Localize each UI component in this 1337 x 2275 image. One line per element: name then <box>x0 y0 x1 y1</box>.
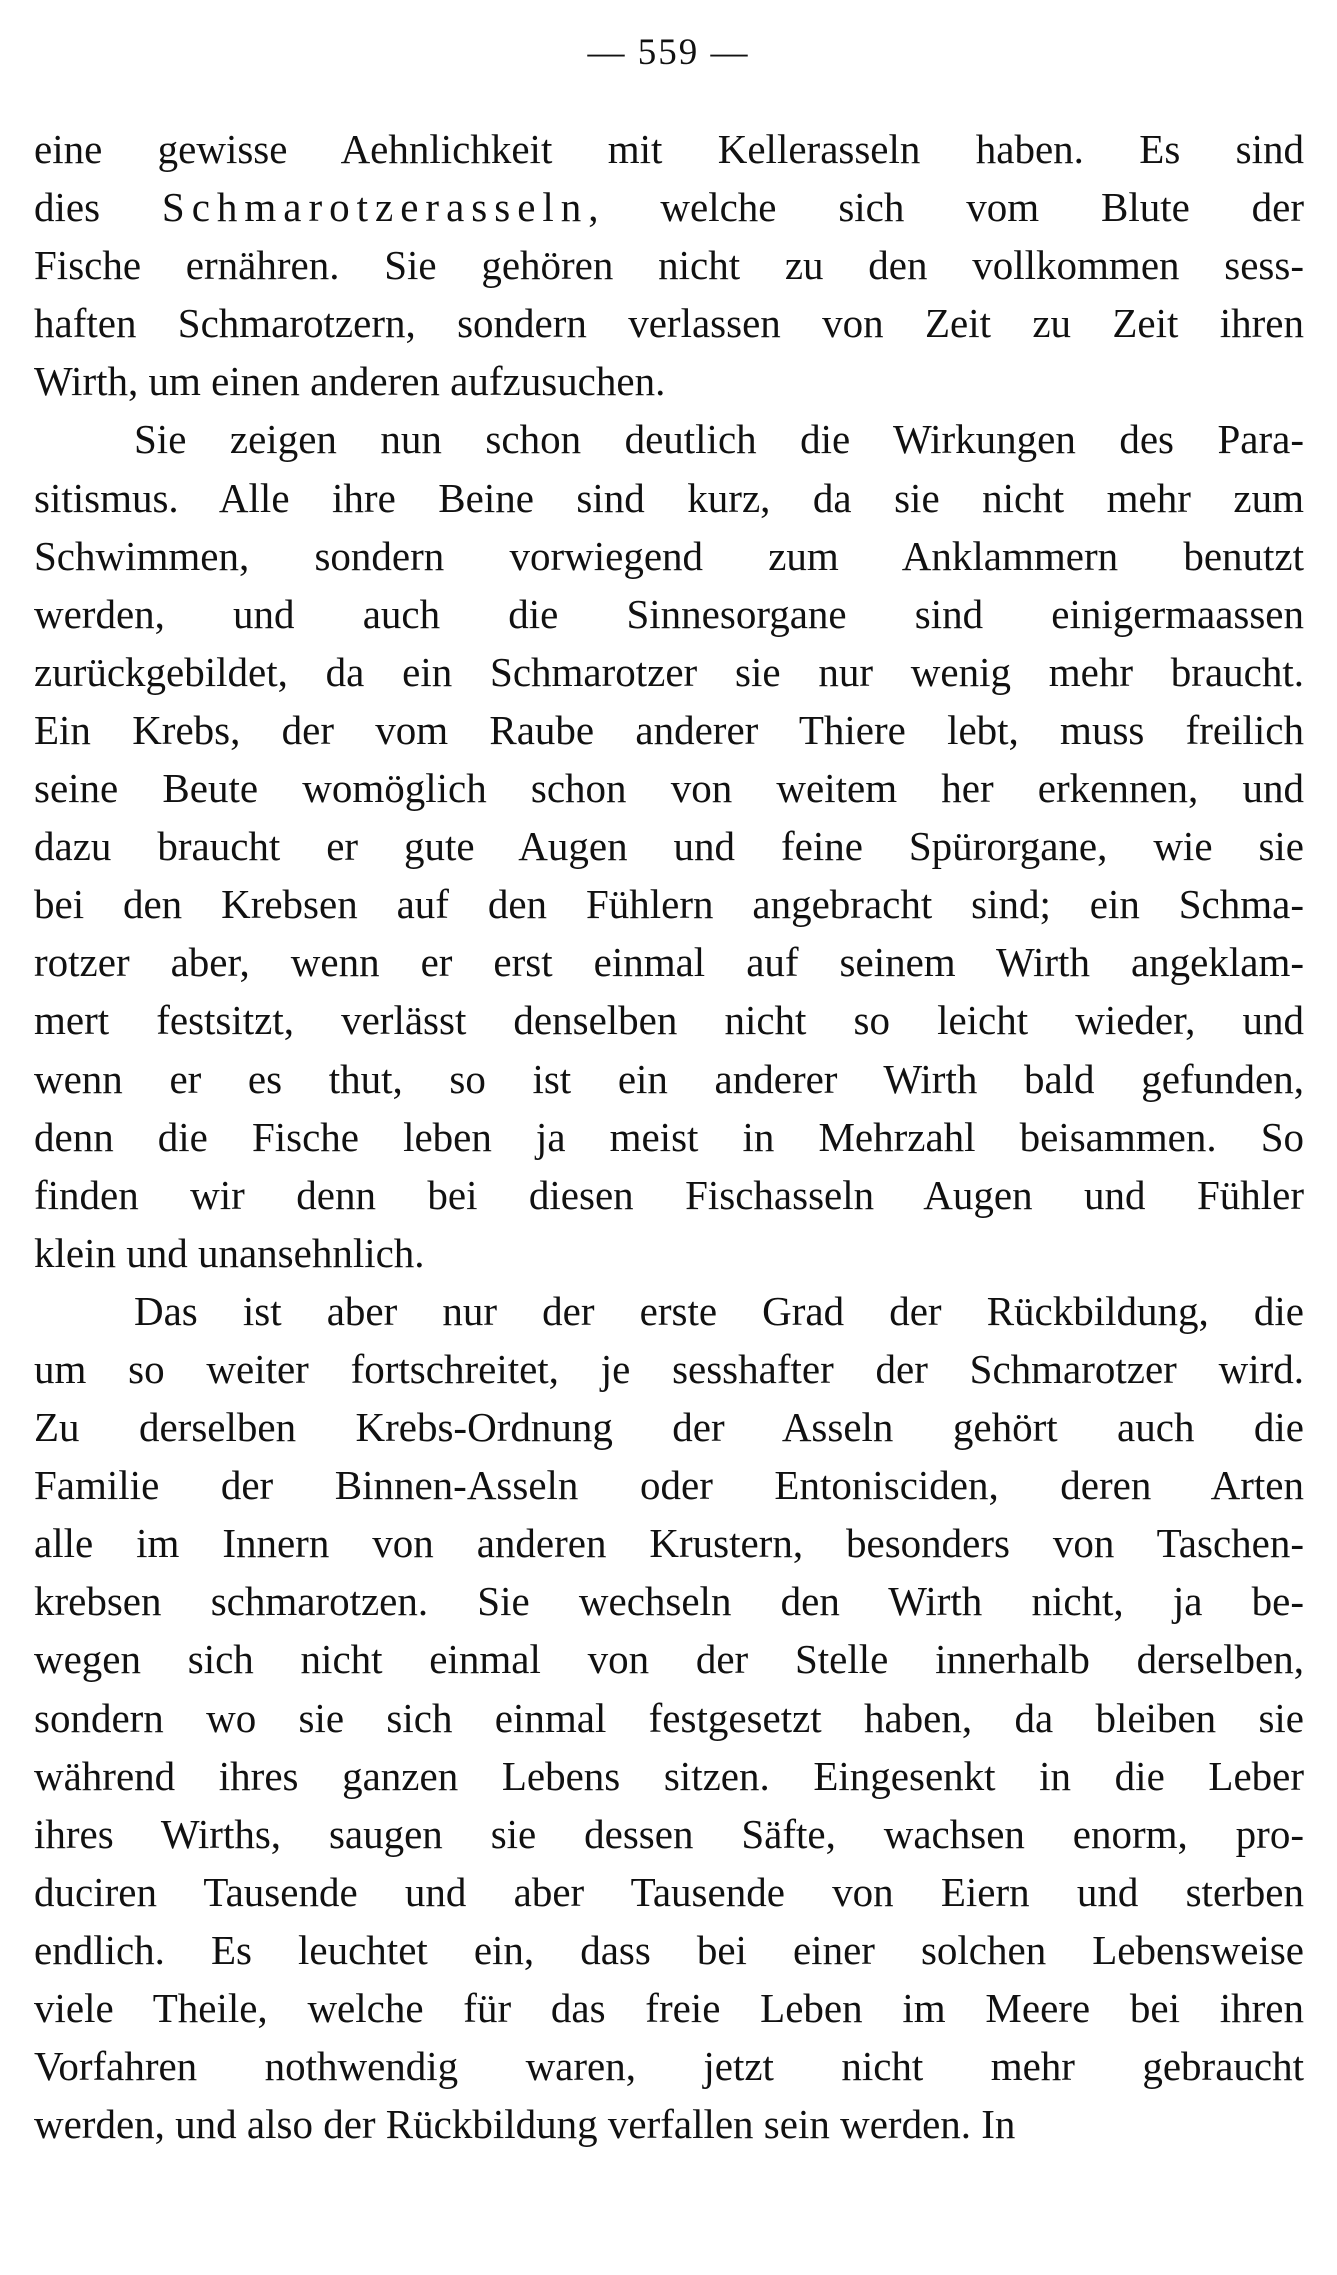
text-line <box>34 1282 1304 1340</box>
text-segment: Schwimmen, sondern vorwiegend zum Anklammern benutzt <box>34 532 1304 579</box>
text-line <box>34 643 1304 701</box>
text-segment: wegen sich nicht einmal von der Stelle innerhalb derselben, <box>34 1636 1304 1683</box>
text-line <box>34 1979 1304 2037</box>
text-line <box>34 469 1304 527</box>
text-line <box>34 1224 1304 1282</box>
text-line <box>34 1921 1304 1979</box>
text-segment: , welche sich vom Blute der <box>588 184 1304 231</box>
text-segment: Schmarotzerasseln <box>161 184 589 231</box>
text-line <box>34 1689 1304 1747</box>
text-segment: mert festsitzt, verlässt denselben nicht so leicht wieder, und <box>34 997 1304 1044</box>
text-segment: klein und unansehnlich. <box>34 1229 425 1276</box>
text-line <box>34 1805 1304 1863</box>
text-line <box>34 410 1304 468</box>
text-line <box>34 2037 1304 2095</box>
text-segment: Wirth, um einen anderen aufzusuchen. <box>34 358 666 405</box>
text-line <box>34 1572 1304 1630</box>
text-segment: Ein Krebs, der vom Raube anderer Thiere lebt, muss freilich <box>34 706 1304 753</box>
body-text <box>34 120 1304 2153</box>
text-line <box>34 1166 1304 1224</box>
text-line <box>34 1630 1304 1688</box>
text-line <box>34 701 1304 759</box>
text-segment: sitismus. Alle ihre Beine sind kurz, da sie nicht mehr zum <box>34 474 1304 521</box>
text-segment: eine gewisse Aehnlichkeit mit Kellerasseln haben. Es sind <box>34 126 1304 172</box>
text-segment: dazu braucht er gute Augen und feine Spürorgane, wie sie <box>34 823 1304 870</box>
text-segment: viele Theile, welche für das freie Leben im Meere bei ihren <box>34 1985 1304 2031</box>
text-line <box>34 236 1304 294</box>
text-segment: um so weiter fortschreitet, je sesshafter der Schmarotzer wird. <box>34 1345 1304 1392</box>
text-line <box>34 1456 1304 1514</box>
text-line <box>34 991 1304 1049</box>
text-segment: Zu derselben Krebs-Ordnung der Asseln gehört auch die <box>34 1404 1304 1451</box>
text-line <box>34 120 1304 178</box>
text-segment: Familie der Binnen-Asseln oder Entonisciden, deren Arten <box>34 1462 1304 1509</box>
text-segment: rotzer aber, wenn er erst einmal auf seinem Wirth angeklam- <box>34 939 1304 986</box>
text-line <box>34 1050 1304 1108</box>
text-segment: während ihres ganzen Lebens sitzen. Eingesenkt in die Leber <box>34 1752 1304 1799</box>
text-line <box>34 294 1304 352</box>
paragraph <box>34 120 1304 410</box>
text-line <box>34 178 1304 236</box>
text-line <box>34 817 1304 875</box>
text-segment: werden, und auch die Sinnesorgane sind einigermaassen <box>34 590 1304 637</box>
text-segment: haften Schmarotzern, sondern verlassen von Zeit zu Zeit ihren <box>34 300 1304 347</box>
paragraph <box>34 410 1304 1281</box>
paragraph <box>34 1282 1304 2153</box>
text-segment: endlich. Es leuchtet ein, dass bei einer solchen Lebensweise <box>34 1926 1304 1973</box>
text-line <box>34 352 1304 410</box>
text-line <box>34 1747 1304 1805</box>
text-segment: Fische ernähren. Sie gehören nicht zu den vollkommen sess- <box>34 242 1304 289</box>
text-segment: Vorfahren nothwendig waren, jetzt nicht mehr gebraucht <box>34 2043 1304 2090</box>
text-segment: dies <box>34 184 162 231</box>
text-line <box>34 1863 1304 1921</box>
text-segment: seine Beute womöglich schon von weitem her erkennen, und <box>34 765 1304 812</box>
text-segment: Das ist aber nur der erste Grad der Rückbildung, die <box>134 1287 1304 1334</box>
text-line <box>34 527 1304 585</box>
text-line <box>34 759 1304 817</box>
text-segment: krebsen schmarotzen. Sie wechseln den Wirth nicht, ja be- <box>34 1578 1304 1625</box>
text-segment: ihres Wirths, saugen sie dessen Säfte, wachsen enorm, pro- <box>34 1810 1304 1857</box>
text-segment: bei den Krebsen auf den Fühlern angebracht sind; ein Schma- <box>34 881 1304 928</box>
text-line <box>34 1108 1304 1166</box>
text-segment: alle im Innern von anderen Krustern, besonders von Taschen- <box>34 1520 1304 1567</box>
text-line <box>34 933 1304 991</box>
text-segment: Sie zeigen nun schon deutlich die Wirkungen des Para- <box>134 416 1304 463</box>
text-segment: sondern wo sie sich einmal festgesetzt haben, da bleiben sie <box>34 1694 1304 1741</box>
page-number: — 559 — <box>587 32 750 73</box>
text-segment: duciren Tausende und aber Tausende von Eiern und sterben <box>34 1868 1304 1915</box>
text-segment: werden, und also der Rückbildung verfallen sein werden. In <box>34 2101 1016 2148</box>
text-line <box>34 1340 1304 1398</box>
text-line <box>34 875 1304 933</box>
text-segment: finden wir denn bei diesen Fischasseln Augen und Fühler <box>34 1171 1304 1218</box>
text-segment: zurückgebildet, da ein Schmarotzer sie nur wenig mehr braucht. <box>34 648 1304 695</box>
text-line <box>34 1514 1304 1572</box>
text-segment: wenn er es thut, so ist ein anderer Wirth bald gefunden, <box>34 1055 1304 1102</box>
text-segment: denn die Fische leben ja meist in Mehrzahl beisammen. So <box>34 1113 1304 1160</box>
text-line <box>34 2095 1304 2153</box>
text-line <box>34 1398 1304 1456</box>
text-line <box>34 585 1304 643</box>
